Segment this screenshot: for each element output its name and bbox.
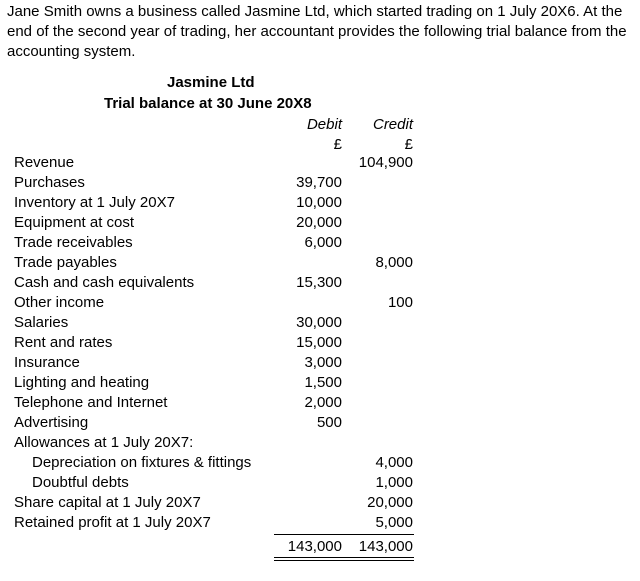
debit-value: 15,300 bbox=[296, 274, 342, 291]
row-label: Depreciation on fixtures & fittings bbox=[32, 454, 252, 471]
row-label: Salaries bbox=[14, 314, 69, 331]
row-label: Lighting and heating bbox=[14, 374, 150, 391]
row-label: Trade payables bbox=[14, 254, 117, 271]
credit-column-header: Credit bbox=[372, 116, 413, 133]
debit-value: 30,000 bbox=[296, 314, 342, 331]
credit-value: 100 bbox=[387, 294, 413, 311]
debit-value: 2,000 bbox=[304, 394, 342, 411]
trial-balance-title: Trial balance at 30 June 20X8 bbox=[104, 95, 312, 112]
credit-value: 20,000 bbox=[367, 494, 413, 511]
row-label: Retained profit at 1 July 20X7 bbox=[14, 514, 211, 531]
credit-value: 1,000 bbox=[375, 474, 413, 491]
debit-value: 15,000 bbox=[296, 334, 342, 351]
debit-value: 10,000 bbox=[296, 194, 342, 211]
debit-total: 143,000 bbox=[287, 538, 342, 555]
debit-value: 6,000 bbox=[304, 234, 342, 251]
row-label: Doubtful debts bbox=[32, 474, 129, 491]
credit-currency: £ bbox=[404, 136, 413, 153]
row-label: Advertising bbox=[14, 414, 89, 431]
row-label: Other income bbox=[14, 294, 105, 311]
row-label: Revenue bbox=[14, 154, 75, 171]
row-label: Trade receivables bbox=[14, 234, 133, 251]
debit-value: 500 bbox=[316, 414, 342, 431]
row-label: Telephone and Internet bbox=[14, 394, 168, 411]
credit-value: 104,900 bbox=[358, 154, 413, 171]
company-name: Jasmine Ltd bbox=[167, 74, 255, 91]
total-double-rule-2 bbox=[274, 560, 414, 561]
credit-value: 8,000 bbox=[375, 254, 413, 271]
intro-paragraph: Jane Smith owns a business called Jasmine Ltd, which started trading on 1 July 20X6. At the end of the second year of trading, her accountant provides the following trial balance from the accounting system. bbox=[7, 3, 627, 60]
row-label: Share capital at 1 July 20X7 bbox=[14, 494, 201, 511]
debit-currency: £ bbox=[333, 136, 342, 153]
debit-value: 39,700 bbox=[296, 174, 342, 191]
total-double-rule-1 bbox=[274, 557, 414, 558]
debit-value: 20,000 bbox=[296, 214, 342, 231]
total-rule-top bbox=[274, 534, 414, 535]
row-label: Inventory at 1 July 20X7 bbox=[14, 194, 175, 211]
row-label: Purchases bbox=[14, 174, 85, 191]
row-label: Cash and cash equivalents bbox=[14, 274, 195, 291]
credit-value: 4,000 bbox=[375, 454, 413, 471]
row-label: Equipment at cost bbox=[14, 214, 135, 231]
debit-value: 1,500 bbox=[304, 374, 342, 391]
row-label: Insurance bbox=[14, 354, 80, 371]
debit-column-header: Debit bbox=[306, 116, 342, 133]
credit-value: 5,000 bbox=[375, 514, 413, 531]
row-label: Rent and rates bbox=[14, 334, 113, 351]
debit-value: 3,000 bbox=[304, 354, 342, 371]
credit-total: 143,000 bbox=[358, 538, 413, 555]
row-label: Allowances at 1 July 20X7: bbox=[14, 434, 194, 451]
